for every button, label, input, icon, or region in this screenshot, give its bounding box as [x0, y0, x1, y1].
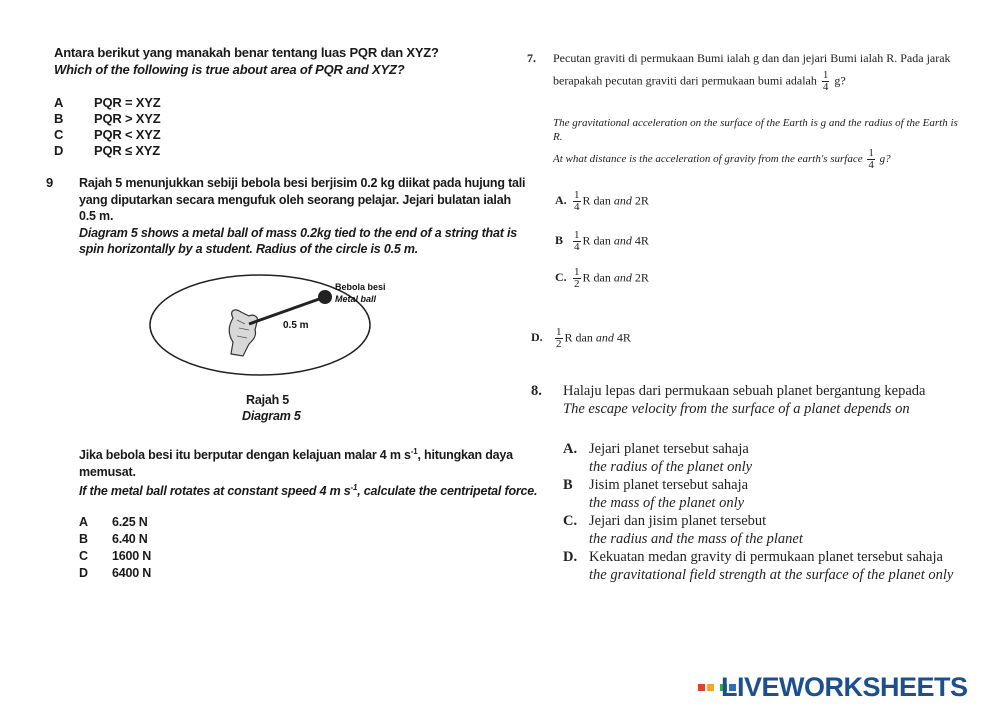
q9-ask: Jika bebola besi itu berputar dengan kelajuan malar 4 m $s^{-1}$, hitungkan daya memusat. If the metal ball rotates at constant speed 4 m $s^{-1}$, calculate the centripetal force. [79, 447, 538, 499]
liveworksheets-logo [697, 672, 968, 703]
option-a: A 6.25 N [79, 515, 148, 529]
option-c: C 1600 N [79, 549, 152, 563]
q9-stem: Rajah 5 menunjukkan sebiji bebola besi berjisim 0.2 kg diikat pada hujung tali yang diputarkan secara mengufuk oleh seorang pelajar. Jejari bulatan ialah 0.5 m. Diagram 5 shows a metal ball of mass 0.2kg tied to the end of a string that is spin horizontally by a student. Radius of the circle is 0.5 m. [79, 176, 526, 256]
q7-stem-ms-1: Pecutan graviti di permukaan Bumi ialah g dan dan jejari Bumi ialah R. Pada jarak [553, 51, 951, 65]
q9-options [79, 514, 151, 582]
option-c: C. Jejari dan jisim planet tersebut [563, 513, 767, 529]
caption-rajah-5: Rajah 5 [246, 393, 290, 407]
prev-question-stem-en: Which of the following is true about area of PQR and XYZ? [54, 62, 405, 77]
label-radius: 0.5 m [283, 320, 309, 331]
option-d: D. Kekuatan medan gravity di permukaan planet tersebut sahaja [563, 549, 943, 565]
prev-question-options [54, 95, 160, 159]
q8-number: 8. [531, 383, 542, 399]
option-a: A PQR = XYZ [54, 95, 161, 110]
logo-blocks-icon [697, 683, 717, 692]
prev-question-stem-ms: Antara berikut yang manakah benar tentang luas PQR dan XYZ? [54, 45, 439, 60]
q7-option-c: C. $\frac{1}{2}$ R dan and 2R [555, 266, 649, 290]
label-bebola-besi: Bebola besi [335, 282, 386, 292]
option-c: C PQR < XYZ [54, 127, 161, 142]
q7-stem-en-3: At what distance is the acceleration of gravity from the earth's surface $\frac{1}{4}$ g? [553, 147, 891, 171]
option-d: D 6400 N [79, 566, 152, 580]
hand-icon [229, 310, 257, 356]
q7-stem-en-2: R. [553, 131, 563, 143]
q7-option-a: A. $\frac{1}{4}$ R dan and 2R [555, 189, 649, 213]
q8-stem-ms: Halaju lepas dari permukaan sebuah planet bergantung kepada [563, 383, 926, 399]
q8-stem-en: The escape velocity from the surface of a planet depends on [563, 401, 910, 417]
q7-stem-ms-2: berapakah pecutan graviti dari permukaan bumi adalah $\frac{1}{4}$ g? [553, 69, 846, 93]
option-d: D PQR ≤ XYZ [54, 143, 161, 158]
q8-options: A. Jejari planet tersebut sahaja the radius of the planet only B Jisim planet tersebut sahaja the mass of the planet only C. Jejari dan jisim planet tersebut the radius and the mass of the planet D. Kekuatan medan gravity di permukaan planet tersebut sahaja the gravitational field strength at the surface of the planet only [563, 441, 954, 583]
brand-name: LIVEWORKSHEETS [721, 672, 968, 702]
metal-ball [318, 290, 332, 304]
q7-option-b: B $\frac{1}{4}$ R dan and 4R [555, 229, 649, 253]
option-a: A. Jejari planet tersebut sahaja [563, 441, 749, 457]
option-b: B PQR > XYZ [54, 111, 161, 126]
caption-diagram-5: Diagram 5 [242, 409, 301, 423]
label-metal-ball: Metal ball [335, 294, 377, 304]
option-b: B Jisim planet tersebut sahaja [563, 477, 749, 493]
q7-number: 7. [527, 51, 536, 65]
q7-option-d: D. $\frac{1}{2}$ R dan and 4R [531, 326, 631, 350]
option-b: B 6.40 N [79, 532, 148, 546]
q9-number: 9 [46, 175, 54, 190]
q7-stem-en-1: The gravitational acceleration on the surface of the Earth is g and the radius of the Earth is [553, 117, 958, 129]
